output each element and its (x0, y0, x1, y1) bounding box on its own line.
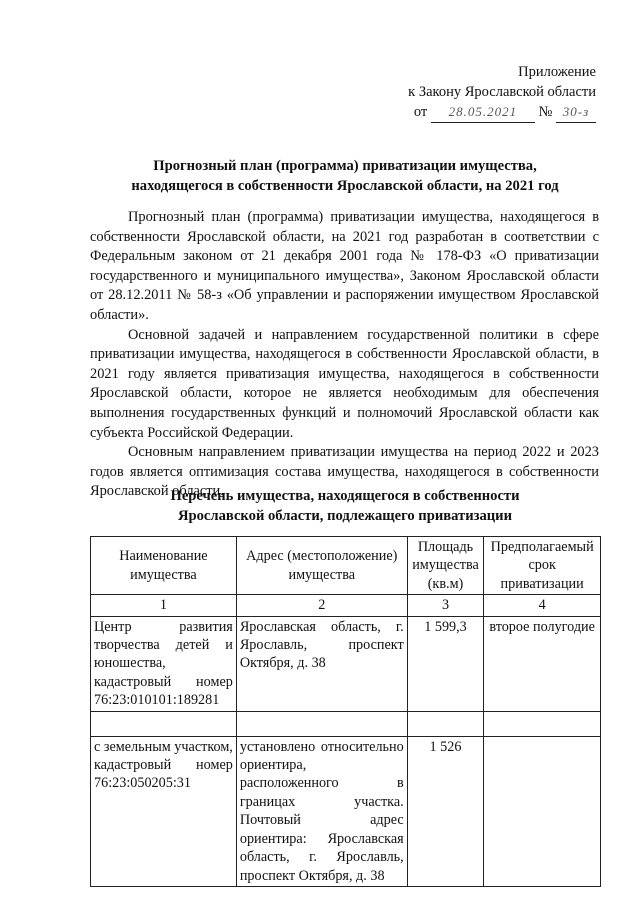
cell-name: Центр развития творчества детей и юношества, кадастровый номер 76:23:010101:189281 (91, 616, 237, 711)
header-area: Площадь имущества (кв.м) (407, 537, 484, 595)
list-title-line-1: Перечень имущества, находящегося в собственности (170, 488, 520, 504)
header-address: Адрес (местоположение) имущества (236, 537, 407, 595)
document-body (90, 208, 599, 502)
cell-name: с земельным участком, кадастровый номер 76:23:050205:31 (91, 736, 237, 886)
cell-area: 1 599,3 (407, 616, 484, 711)
table-index-row (91, 595, 601, 616)
appendix-label: Приложение (518, 64, 596, 80)
column-number: 4 (484, 595, 601, 616)
body-paragraph-2: Основной задачей и направлением государственной политики в сфере приватизации имущества, находящегося в собственности Ярославской области, в 2021 году является приватизация имущества, находящегося в собственности Ярославской области, которое не является необходимым для обеспечения выполнения государственных функций и полномочий Ярославской области как субъекта Российской Федерации. (90, 326, 599, 441)
table-row (91, 616, 601, 711)
body-paragraph-1: Прогнозный план (программа) приватизации имущества, находящегося в собственности Ярославской области, на 2021 год разработан в соответствии с Федеральным законом от 21 декабря 2001 года № 178-ФЗ «О приватизации государственного и муниципального имущества», Законом Ярославской области от 28.12.2011 № 58-з «Об управлении и распоряжении имуществом Ярославской области». (90, 209, 599, 323)
appendix-date-number-line (408, 102, 596, 123)
cell-address: Ярославская область, г. Ярославль, проспект Октября, д. 38 (236, 616, 407, 711)
number-prefix: № (538, 104, 553, 120)
appendix-header (408, 62, 596, 123)
body-paragraph-3: Основным направлением приватизации имущества на период 2022 и 2023 годов является оптимизация состава имущества, находящегося в собственности Ярославской области. (90, 444, 599, 500)
appendix-law-reference: к Закону Ярославской области (408, 84, 596, 100)
header-term: Предполагаемый срок приватизации (484, 537, 601, 595)
handwritten-date: 28.05.2021 (431, 102, 535, 123)
cell-term (484, 736, 601, 886)
property-table (90, 536, 601, 887)
table-header-row (91, 537, 601, 595)
date-prefix: от (413, 104, 428, 120)
column-number: 1 (91, 595, 237, 616)
document-title (90, 156, 600, 196)
list-title (90, 486, 600, 526)
document-title-line-1: Прогнозный план (программа) приватизации имущества, (153, 158, 537, 174)
cell-address: установлено относительно ориентира, расположенного в границах участка. Почтовый адрес ориентира: Ярославская область, г. Ярославль, проспект Октября, д. 38 (236, 736, 407, 886)
column-number: 3 (407, 595, 484, 616)
table-spacer-row (91, 711, 601, 736)
table-row (91, 736, 601, 886)
column-number: 2 (236, 595, 407, 616)
handwritten-number: 30-з (556, 102, 596, 123)
header-name: Наименование имущества (91, 537, 237, 595)
list-title-line-2: Ярославской области, подлежащего приватизации (177, 508, 512, 524)
cell-area: 1 526 (407, 736, 484, 886)
document-title-line-2: находящегося в собственности Ярославской области, на 2021 год (131, 178, 559, 194)
cell-term: второе полугодие (484, 616, 601, 711)
